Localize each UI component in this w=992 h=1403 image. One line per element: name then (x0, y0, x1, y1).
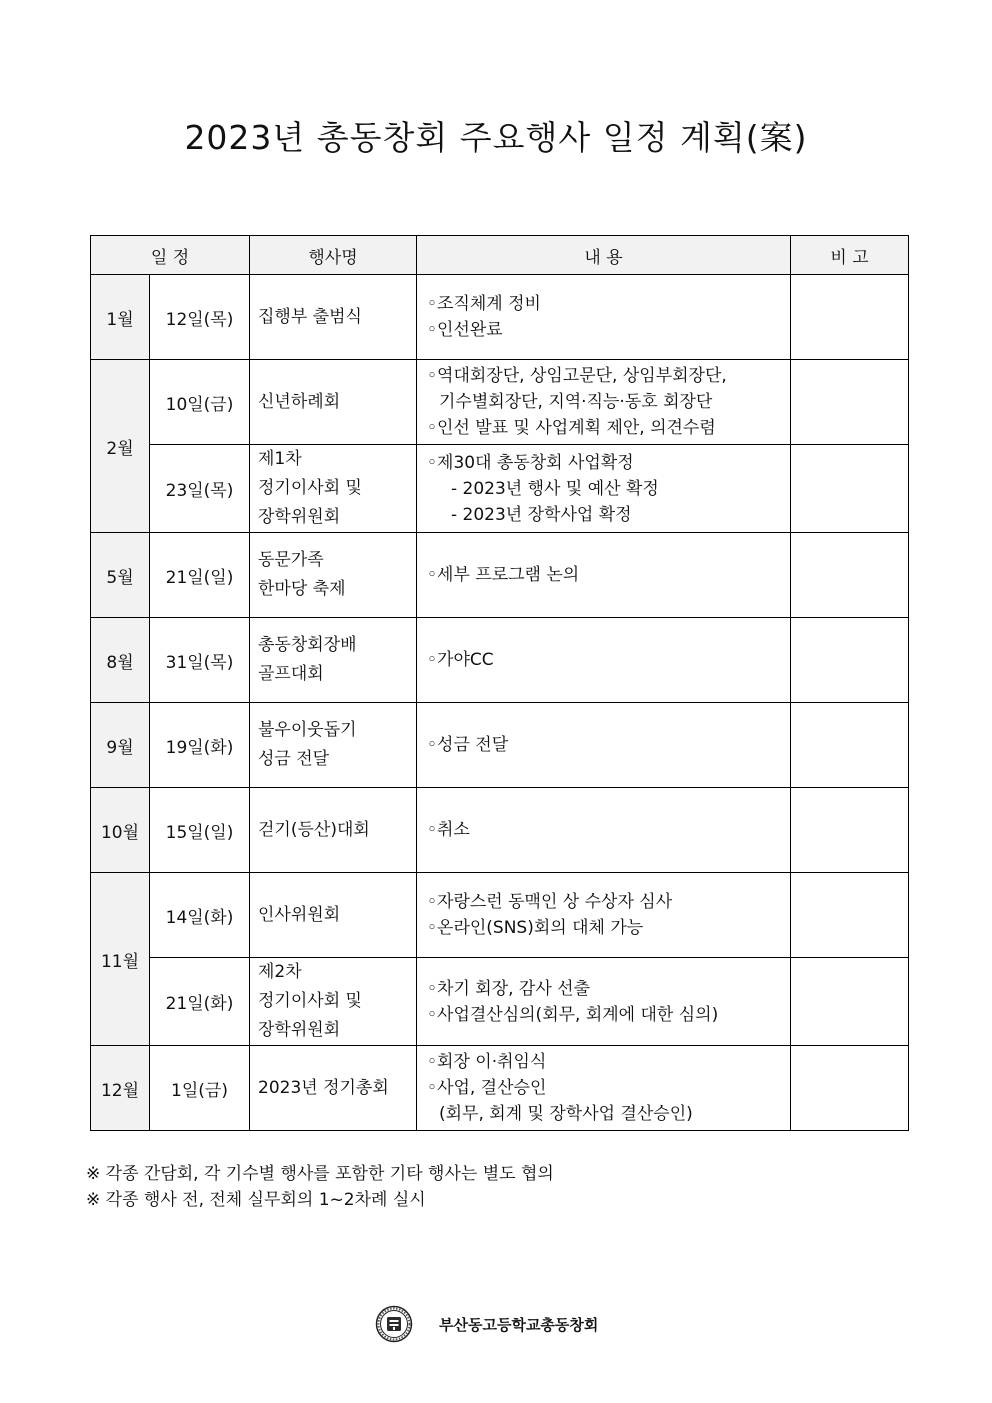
remarks-cell (791, 445, 909, 533)
content-cell (417, 703, 791, 788)
day-cell: 14일(화) (150, 873, 250, 958)
event-line: 정기이사회 및 (258, 478, 362, 498)
table-row (91, 445, 909, 533)
table-row (91, 873, 909, 958)
event-cell (250, 360, 417, 445)
header-remarks: 비 고 (791, 236, 909, 275)
event-cell (250, 703, 417, 788)
event-cell (250, 788, 417, 873)
content-line: ◦회장 이·취임식 (427, 1052, 547, 1072)
month-cell: 2월 (91, 360, 150, 533)
table-header-row (91, 236, 909, 275)
content-line: (회무, 회계 및 장학사업 결산승인) (439, 1104, 693, 1124)
day-cell: 12일(목) (150, 275, 250, 360)
content-line: ◦가야CC (427, 650, 494, 670)
event-line: 2023년 정기총회 (258, 1077, 389, 1098)
event-cell (250, 1046, 417, 1131)
table-row (91, 275, 909, 360)
table-row (91, 788, 909, 873)
remarks-cell (791, 275, 909, 360)
table-row (91, 618, 909, 703)
notes (86, 1161, 554, 1213)
content-line: - 2023년 장학사업 확정 (451, 504, 632, 525)
content-line: ◦사업결산심의(회무, 회계에 대한 심의) (427, 1004, 719, 1025)
event-line: 집행부 출범식 (258, 306, 362, 327)
day-cell: 10일(금) (150, 360, 250, 445)
month-cell: 11월 (91, 873, 150, 1046)
content-line: 기수별회장단, 지역·직능·동호 회장단 (439, 392, 713, 412)
event-cell (250, 618, 417, 703)
event-line: 장학위원회 (258, 1020, 341, 1040)
event-line: 인사위원회 (258, 904, 341, 925)
table-row (91, 360, 909, 445)
content-cell (417, 360, 791, 445)
event-line: 성금 전달 (258, 749, 330, 769)
event-line: 걷기(등산)대회 (258, 819, 370, 840)
content-line: ◦성금 전달 (427, 735, 509, 755)
header-content: 내 용 (417, 236, 791, 275)
event-cell (250, 533, 417, 618)
event-line: 정기이사회 및 (258, 991, 362, 1011)
note-line: ※ 각종 간담회, 각 기수별 행사를 포함한 기타 행사는 별도 협의 (86, 1164, 554, 1184)
day-cell: 21일(화) (150, 958, 250, 1046)
month-cell: 9월 (91, 703, 150, 788)
content-line: ◦온라인(SNS)회의 대체 가능 (427, 918, 644, 938)
content-cell (417, 445, 791, 533)
school-seal-icon (375, 1305, 413, 1343)
event-cell (250, 275, 417, 360)
content-cell (417, 958, 791, 1046)
content-line: ◦역대회장단, 상임고문단, 상임부회장단, (427, 366, 727, 386)
remarks-cell (791, 618, 909, 703)
page-title: 2023년 총동창회 주요행사 일정 계획(案) (184, 118, 808, 157)
remarks-cell (791, 533, 909, 618)
content-cell (417, 1046, 791, 1131)
event-line: 장학위원회 (258, 507, 341, 527)
event-line: 골프대회 (258, 664, 324, 684)
event-cell (250, 445, 417, 533)
event-cell (250, 958, 417, 1046)
event-line: 제2차 (258, 962, 302, 982)
schedule-table (90, 235, 909, 1131)
content-line: ◦차기 회장, 감사 선출 (427, 978, 591, 999)
day-cell: 15일(일) (150, 788, 250, 873)
content-line: ◦세부 프로그램 논의 (427, 565, 580, 585)
content-line: ◦사업, 결산승인 (427, 1078, 547, 1098)
event-cell (250, 873, 417, 958)
header-schedule: 일 정 (91, 236, 250, 275)
header-event: 행사명 (250, 236, 417, 275)
event-line: 불우이웃돕기 (258, 720, 357, 740)
content-line: ◦제30대 총동창회 사업확정 (427, 452, 634, 473)
content-line: - 2023년 행사 및 예산 확정 (451, 478, 659, 499)
event-line: 제1차 (258, 449, 302, 469)
organization-name: 부산동고등학교총동창회 (439, 1315, 599, 1334)
day-cell: 1일(금) (150, 1046, 250, 1131)
content-cell (417, 788, 791, 873)
month-cell: 8월 (91, 618, 150, 703)
month-cell: 12월 (91, 1046, 150, 1131)
content-cell (417, 275, 791, 360)
content-line: ◦인선 발표 및 사업계획 제안, 의견수렴 (427, 418, 716, 438)
day-cell: 23일(목) (150, 445, 250, 533)
day-cell: 31일(목) (150, 618, 250, 703)
table-row (91, 1046, 909, 1131)
month-cell: 5월 (91, 533, 150, 618)
remarks-cell (791, 360, 909, 445)
month-cell: 1월 (91, 275, 150, 360)
event-line: 한마당 축제 (258, 579, 346, 599)
remarks-cell (791, 958, 909, 1046)
content-line: ◦인선완료 (427, 320, 503, 340)
day-cell: 21일(일) (150, 533, 250, 618)
remarks-cell (791, 1046, 909, 1131)
table-row (91, 533, 909, 618)
content-cell (417, 873, 791, 958)
content-cell (417, 533, 791, 618)
month-cell: 10월 (91, 788, 150, 873)
event-line: 총동창회장배 (258, 635, 357, 655)
footer (375, 1305, 598, 1343)
remarks-cell (791, 873, 909, 958)
content-line: ◦자랑스런 동맥인 상 수상자 심사 (427, 892, 673, 912)
remarks-cell (791, 788, 909, 873)
note-line: ※ 각종 행사 전, 전체 실무회의 1~2차례 실시 (86, 1190, 426, 1210)
day-cell: 19일(화) (150, 703, 250, 788)
content-line: ◦취소 (427, 820, 470, 840)
table-row (91, 703, 909, 788)
event-line: 신년하례회 (258, 391, 341, 412)
content-cell (417, 618, 791, 703)
event-line: 동문가족 (258, 550, 324, 570)
remarks-cell (791, 703, 909, 788)
table-row (91, 958, 909, 1046)
content-line: ◦조직체계 정비 (427, 294, 541, 314)
